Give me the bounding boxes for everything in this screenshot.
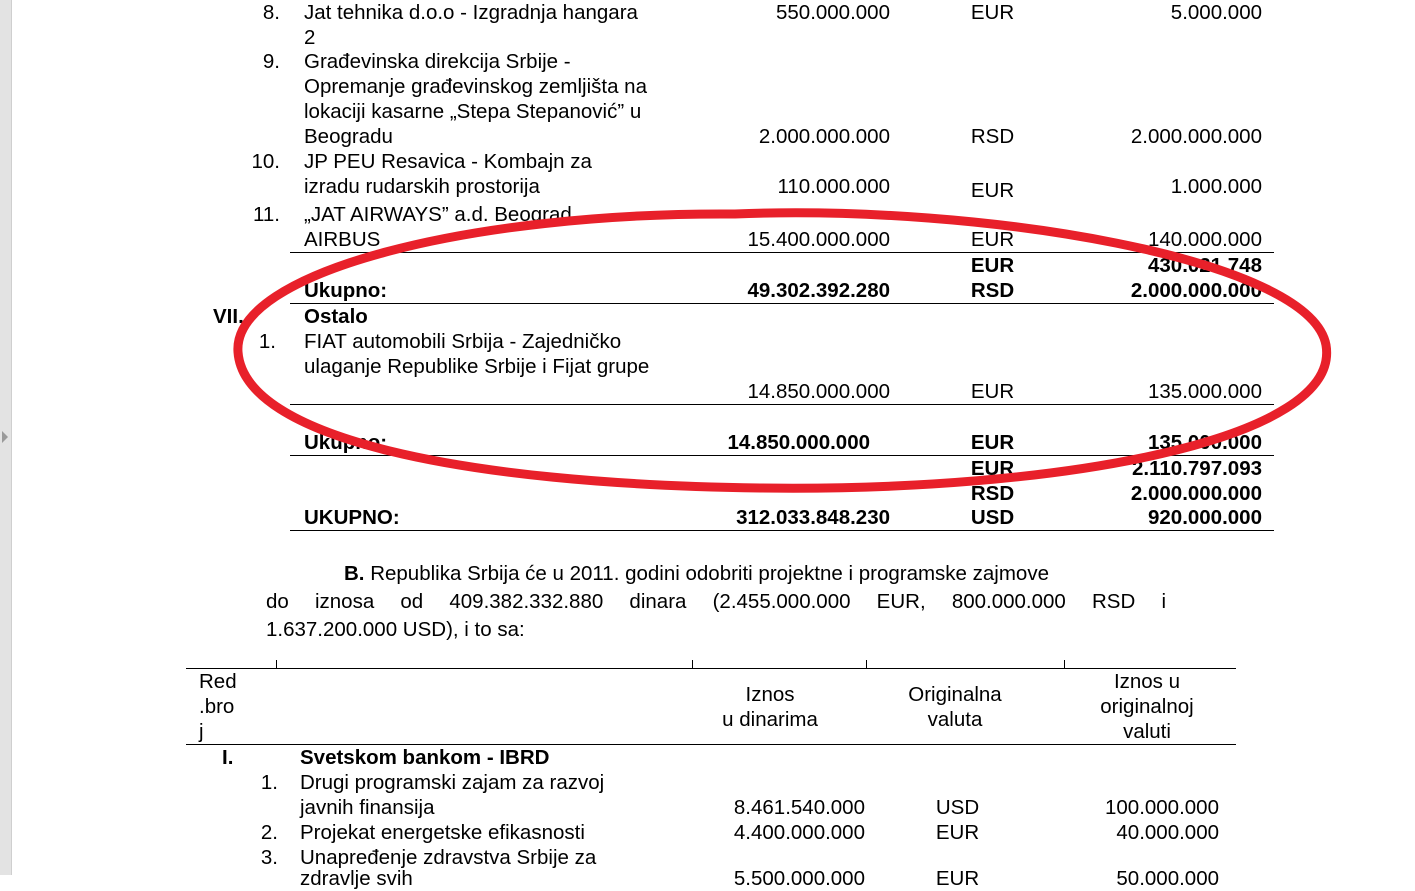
row-number: 3. — [260, 846, 278, 869]
header-valuta: valuta — [927, 708, 983, 731]
table-rule — [290, 530, 1274, 531]
row-description: FIAT automobili Srbija - Zajedničko — [304, 330, 622, 353]
row-description: JP PEU Resavica - Kombajn za — [304, 150, 592, 173]
row-number: 2. — [260, 821, 278, 844]
header-iznos-original: valuti — [1123, 720, 1171, 743]
row-description: Jat tehnika d.o.o - Izgradnja hangara — [304, 1, 638, 24]
amount-rsd: 15.400.000.000 — [747, 228, 890, 251]
header-redbroj: j — [199, 720, 204, 743]
section-number: I. — [222, 746, 234, 769]
row-description: ulaganje Republike Srbije i Fijat grupe — [304, 355, 650, 378]
section-title: Svetskom bankom - IBRD — [300, 746, 550, 769]
section-title: Ostalo — [304, 305, 368, 328]
row-number: 11. — [253, 203, 280, 226]
currency: EUR — [970, 179, 1015, 202]
row-description: Projekat energetske efikasnosti — [300, 821, 585, 844]
currency: EUR — [935, 867, 980, 890]
row-description: 2 — [304, 26, 316, 49]
row-description: javnih finansija — [300, 796, 435, 819]
amount-original: 135.000.000 — [1147, 380, 1262, 403]
amount-original: 140.000.000 — [1147, 228, 1262, 251]
amount-original: 2.110.797.093 — [1132, 457, 1262, 480]
row-number: 1. — [258, 330, 276, 353]
subtotal-label: Ukupno: — [304, 279, 388, 302]
currency: USD — [970, 506, 1015, 529]
grand-total-label: UKUPNO: — [304, 506, 400, 529]
currency: EUR — [935, 821, 980, 844]
left-margin-bar — [0, 0, 12, 875]
amount-original: 920.000.000 — [1147, 506, 1262, 529]
currency: RSD — [970, 125, 1015, 148]
header-iznos: Iznos — [745, 683, 795, 706]
table-tick — [1064, 660, 1065, 668]
amount-rsd: 5.500.000.000 — [733, 867, 865, 890]
section-number: VII. — [213, 305, 244, 328]
currency: EUR — [970, 457, 1015, 480]
currency: RSD — [970, 279, 1015, 302]
currency: EUR — [970, 1, 1015, 24]
row-description: lokaciji kasarne „Stepa Stepanović” u — [304, 100, 642, 123]
paragraph-lead: B. — [344, 562, 365, 585]
row-number: 1. — [260, 771, 278, 794]
amount-original: 50.000.000 — [1116, 867, 1219, 890]
amount-rsd: 2.000.000.000 — [758, 125, 890, 148]
row-description: Beogradu — [304, 125, 393, 148]
paragraph-line: 1.637.200.000 USD), i to sa: — [266, 618, 525, 641]
header-redbroj: .bro — [199, 695, 235, 718]
currency: EUR — [970, 254, 1015, 277]
amount-original: 430.021.748 — [1147, 254, 1262, 277]
table-tick — [866, 660, 867, 668]
amount-original: 2.000.000.000 — [1130, 482, 1262, 505]
amount-original: 2.000.000.000 — [1130, 279, 1262, 302]
amount-original: 135.000.000 — [1147, 431, 1262, 454]
amount-original: 2.000.000.000 — [1130, 125, 1262, 148]
row-description: „JAT AIRWAYS” a.d. Beograd — [304, 203, 572, 226]
amount-rsd: 312.033.848.230 — [736, 506, 890, 529]
currency: EUR — [970, 380, 1015, 403]
amount-rsd: 14.850.000.000 — [747, 380, 890, 403]
amount-rsd: 49.302.392.280 — [747, 279, 890, 302]
table-rule — [290, 303, 1274, 304]
amount-rsd: 14.850.000.000 — [727, 431, 870, 454]
amount-original: 5.000.000 — [1170, 1, 1262, 24]
currency: EUR — [970, 228, 1015, 251]
row-description: Unapređenje zdravstva Srbije za — [300, 846, 597, 869]
currency: RSD — [970, 482, 1015, 505]
amount-rsd: 110.000.000 — [777, 175, 890, 198]
row-description: Građevinska direkcija Srbije - — [304, 50, 571, 73]
paragraph-line: do iznosa od 409.382.332.880 dinara (2.455.000.000 EUR, 800.000.000 RSD i — [266, 590, 1166, 613]
header-iznos-original: Iznos u — [1113, 670, 1181, 693]
row-number: 9. — [262, 50, 280, 73]
row-number: 10. — [251, 150, 280, 173]
header-iznos-original: originalnoj — [1100, 695, 1194, 718]
amount-original: 1.000.000 — [1170, 175, 1262, 198]
header-valuta: Originalna — [908, 683, 1002, 706]
row-description: Drugi programski zajam za razvoj — [300, 771, 605, 794]
amount-original: 40.000.000 — [1116, 821, 1219, 844]
table-tick — [692, 660, 693, 668]
amount-rsd: 550.000.000 — [775, 1, 890, 24]
paragraph-line: B. Republika Srbija će u 2011. godini odobriti projektne i programske zajmove — [344, 562, 1049, 585]
row-description: izradu rudarskih prostorija — [304, 175, 540, 198]
collapse-arrow-icon[interactable] — [2, 431, 8, 443]
row-number: 8. — [262, 1, 280, 24]
row-description: zdravlje svih — [300, 867, 413, 890]
currency: USD — [935, 796, 980, 819]
table-rule — [290, 404, 1274, 405]
table-tick — [276, 660, 277, 668]
subtotal-label: Ukupno: — [304, 431, 388, 454]
row-description: AIRBUS — [304, 228, 381, 251]
currency: EUR — [970, 431, 1015, 454]
header-redbroj: Red — [199, 670, 237, 693]
amount-rsd: 4.400.000.000 — [733, 821, 865, 844]
amount-rsd: 8.461.540.000 — [733, 796, 865, 819]
amount-original: 100.000.000 — [1104, 796, 1219, 819]
header-iznos: u dinarima — [722, 708, 818, 731]
row-description: Opremanje građevinskog zemljišta na — [304, 75, 647, 98]
